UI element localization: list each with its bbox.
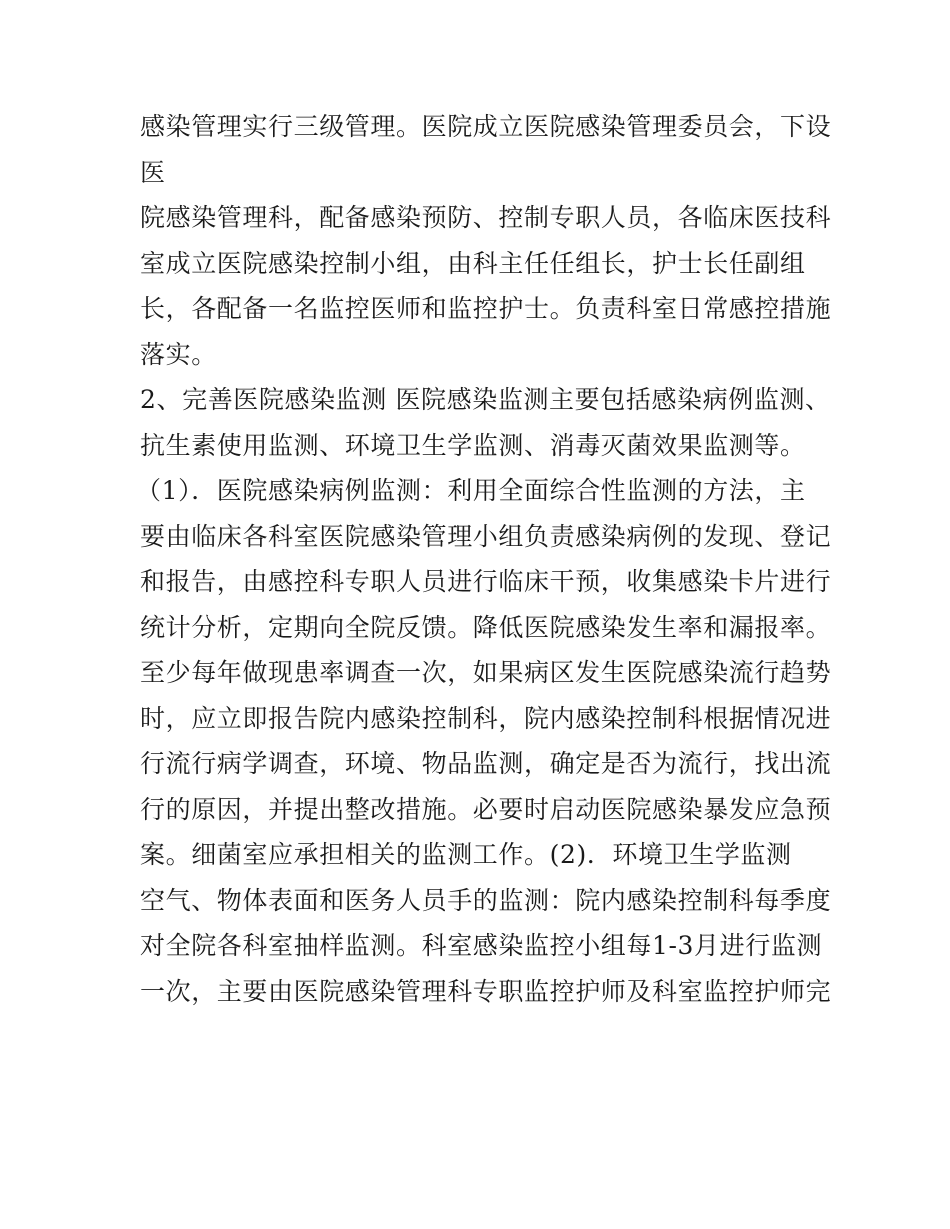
text-line: 空气、物体表面和医务人员手的监测：院内感染控制科每季度 [140, 885, 832, 915]
text-line: 2、完善医院感染监测 医院感染监测主要包括感染病例监测、 [140, 385, 831, 414]
text-line: （1）．医院感染病例监测：利用全面综合性监测的方法，主 [136, 476, 806, 505]
text-line: 和报告，由感控科专职人员进行临床干预，收集感染卡片进行 [140, 567, 832, 596]
text-line: 落实。 [140, 339, 217, 369]
body-text [136, 104, 832, 1014]
text-line: 室成立医院感染控制小组，由科主任任组长，护士长任副组 [140, 248, 806, 278]
text-line: 至少每年做现患率调查一次，如果病区发生医院感染流行趋势 [140, 658, 832, 687]
text-line: 行流行病学调查，环境、物品监测，确定是否为流行，找出流 [140, 749, 832, 778]
text-line: 案。细菌室应承担相关的监测工作。(2)．环境卫生学监测 [140, 840, 792, 869]
text-line: 感染管理实行三级管理。医院成立医院感染管理委员会，下设 [140, 112, 832, 141]
text-line: 医 [140, 157, 166, 187]
text-line: 对全院各科室抽样监测。科室感染监控小组每1-3月进行监测 [140, 931, 823, 960]
text-line: 一次，主要由医院感染管理科专职监控护师及科室监控护师完 [140, 976, 832, 1006]
text-line: 院感染管理科，配备感染预防、控制专职人员，各临床医技科 [140, 203, 832, 232]
text-line: 时，应立即报告院内感染控制科，院内感染控制科根据情况进 [140, 703, 832, 733]
text-line: 长，各配备一名监控医师和监控护士。负责科室日常感控措施 [140, 294, 832, 323]
text-line: 行的原因，并提出整改措施。必要时启动医院感染暴发应急预 [140, 794, 832, 824]
text-line: 抗生素使用监测、环境卫生学监测、消毒灭菌效果监测等。 [140, 430, 806, 460]
text-line: 统计分析，定期向全院反馈。降低医院感染发生率和漏报率。 [140, 612, 832, 642]
text-line: 要由临床各科室医院感染管理小组负责感染病例的发现、登记 [140, 521, 832, 551]
